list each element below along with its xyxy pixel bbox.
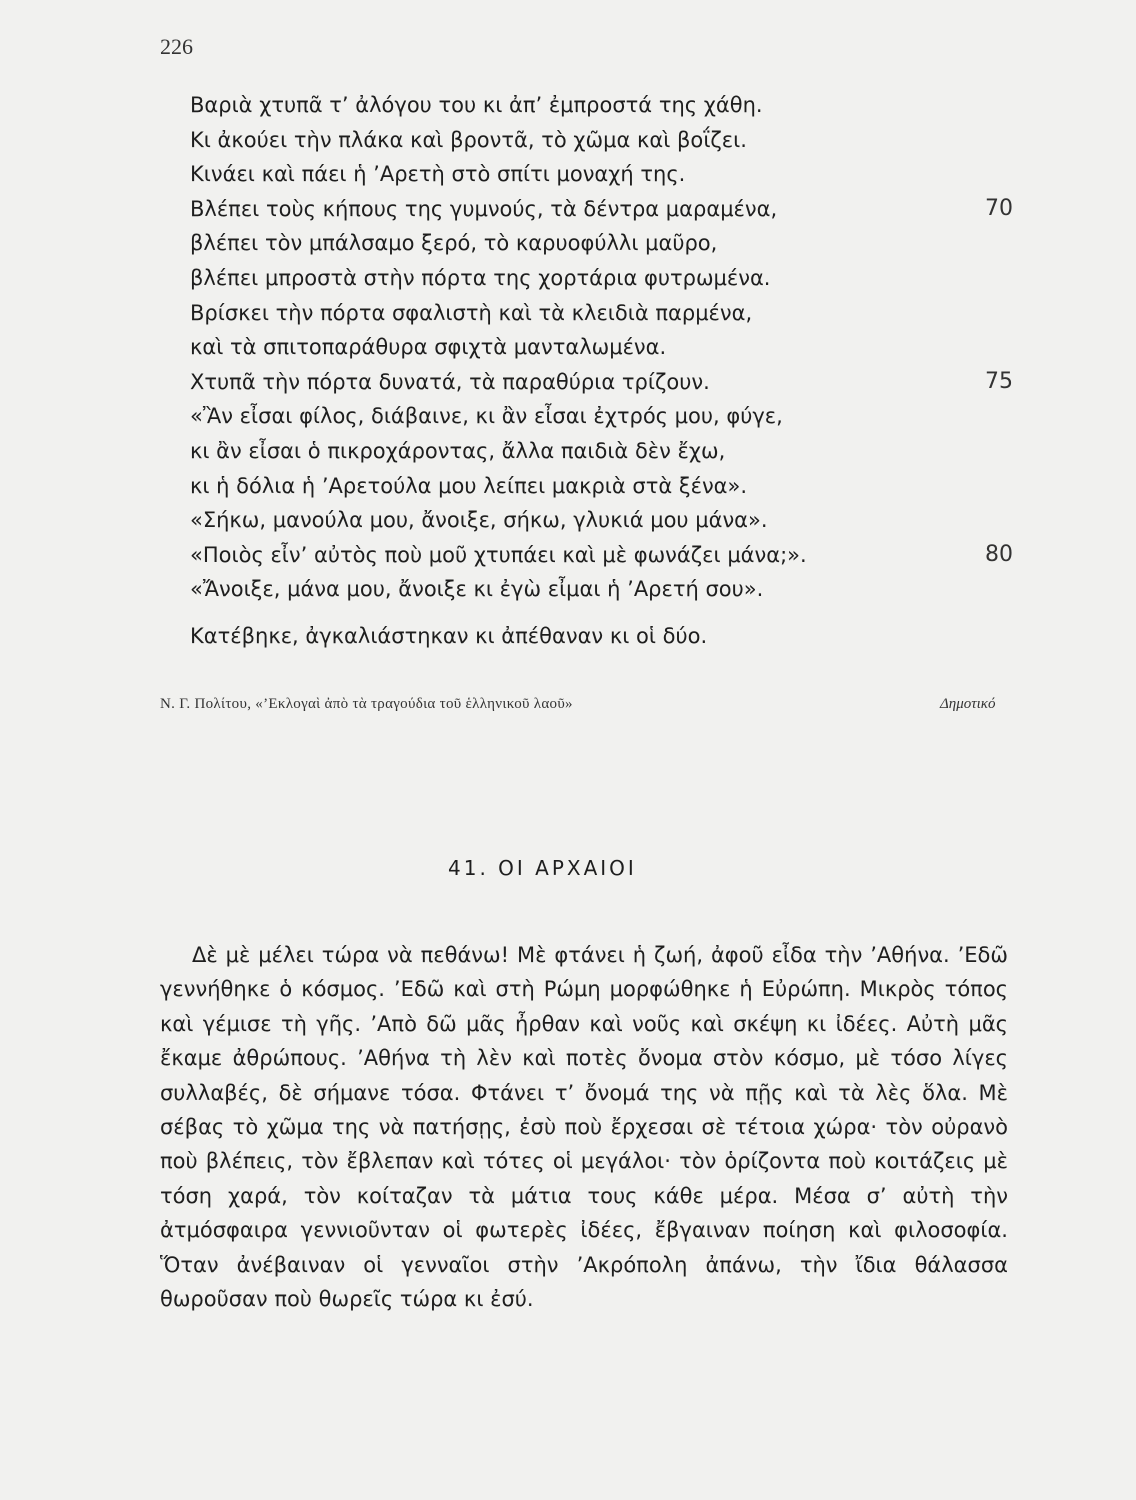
section-heading: 41. ΟΙ ΑΡΧΑΙΟΙ xyxy=(448,856,637,880)
verse-line xyxy=(0,538,1136,573)
verse-line xyxy=(0,330,1136,365)
verse-text: «Σήκω, μανούλα μου, ἄνοιξε, σήκω, γλυκιά μου μάνα». xyxy=(190,508,768,533)
verse-text: Βρίσκει τὴν πόρτα σφαλιστὴ καὶ τὰ κλειδιὰ παρμένα, xyxy=(190,300,753,325)
verse-line xyxy=(0,123,1136,158)
verse-text: κι ἂν εἶσαι ὁ πικροχάροντας, ἄλλα παιδιὰ δὲν ἔχω, xyxy=(190,438,726,463)
verse-text: Βαριὰ χτυπᾶ τ’ ἀλόγου του κι ἀπ’ ἐμπροστά της χάθη. xyxy=(190,93,763,117)
verse-line xyxy=(0,192,1136,227)
verse-text: κι ἡ δόλια ἡ ’Αρετούλα μου λείπει μακριὰ στὰ ξένα». xyxy=(190,473,748,498)
prose-paragraph: Δὲ μὲ μέλει τώρα νὰ πεθάνω! Μὲ φτάνει ἡ ζωή, ἀφοῦ εἶδα τὴν ’Αθήνα. ’Εδῶ γεννήθηκε ὁ κόσμος. ’Εδῶ καὶ στὴ Ρώμη μορφώθηκε ἡ Εὐρώπη. Μικρὸς τόπος καὶ γέμισε τὴ γῆς. ’Απὸ δῶ μᾶς ἦρθαν καὶ νοῦς καὶ σκέψη κι ἰδέες. Αὐτὴ μᾶς ἔκαμε ἀθρώπους. ’Αθήνα τὴ λὲν καὶ ποτὲς ὄνομα στὸν κόσμο, μὲ τόσο λίγες συλλαβές, δὲ σήμανε τόσα. Φτάνει τ’ ὄνομά της νὰ πῇς καὶ τὰ λὲς ὅλα. Μὲ σέβας τὸ χῶμα της νὰ πατήσῃς, ἐσὺ ποὺ ἔρχεσαι σὲ τέτοια χώρα· τὸν οὐρανὸ ποὺ βλέπεις, τὸν ἔβλεπαν καὶ τότες οἱ μεγάλοι· τὸν ὁρίζοντα ποὺ κοιτάζεις μὲ τόση χαρά, τὸν κοίταζαν τὰ μάτια τους κάθε μέρα. Μέσα σ’ αὐτὴ τὴν ἀτμόσφαιρα γεννιοῦνταν οἱ φωτερὲς ἰδέες, ἔβγαιναν ποίηση καὶ φιλοσοφία. Ὅταν ἀνέβαιναν οἱ γενναῖοι στὴν ’Ακρόπολη ἀπάνω, τὴν ἴδια θάλασσα θωροῦσαν ποὺ θωρεῖς τώρα κι ἐσύ. xyxy=(160,943,1008,1312)
verse-text: Κατέβηκε, ἀγκαλιάστηκαν κι ἀπέθαναν κι οἱ δύο. xyxy=(190,623,708,648)
verse-line xyxy=(0,434,1136,469)
verse-line xyxy=(0,296,1136,331)
verse-line xyxy=(0,157,1136,192)
source-citation: Ν. Γ. Πολίτου, «’Εκλογαὶ ἀπὸ τὰ τραγούδια τοῦ ἑλληνικοῦ λαοῦ» xyxy=(160,696,573,712)
line-number: 75 xyxy=(985,368,1013,394)
verse-line xyxy=(0,503,1136,538)
line-number: 70 xyxy=(985,195,1013,221)
verse-text: καὶ τὰ σπιτοπαράθυρα σφιχτὰ μανταλωμένα. xyxy=(190,335,667,360)
poem xyxy=(0,88,1136,654)
verse-line xyxy=(0,469,1136,504)
verse-text: Βλέπει τοὺς κήπους της γυμνούς, τὰ δέντρα μαραμένα, xyxy=(190,196,778,221)
verse-line xyxy=(0,226,1136,261)
verse-text: «Ἄνοιξε, μάνα μου, ἄνοιξε κι ἐγὼ εἶμαι ἡ ’Αρετή σου». xyxy=(190,577,764,602)
verse-text: «Ἂν εἶσαι φίλος, διάβαινε, κι ἂν εἶσαι ἐχτρός μου, φύγε, xyxy=(190,404,783,429)
verse-text: Χτυπᾶ τὴν πόρτα δυνατά, τὰ παραθύρια τρίζουν. xyxy=(190,369,710,394)
verse-line xyxy=(0,399,1136,434)
page-number: 226 xyxy=(160,34,193,59)
verse-text: βλέπει μπροστὰ στὴν πόρτα της χορτάρια φυτρωμένα. xyxy=(190,265,771,290)
verse-text: Κι ἀκούει τὴν πλάκα καὶ βροντᾶ, τὸ χῶμα καὶ βοΐζει. xyxy=(190,127,747,152)
verse-line xyxy=(0,365,1136,400)
verse-text: Κινάει καὶ πάει ἡ ’Αρετὴ στὸ σπίτι μοναχή της. xyxy=(190,162,686,187)
source-citation-row xyxy=(0,696,1136,720)
verse-line xyxy=(0,88,1136,123)
source-genre: Δημοτικό xyxy=(940,696,996,712)
verse-line xyxy=(0,619,1136,654)
verse-text: βλέπει τὸν μπάλσαμο ξερό, τὸ καρυοφύλλι μαῦρο, xyxy=(190,231,718,256)
verse-text: «Ποιὸς εἶν’ αὐτὸς ποὺ μοῦ χτυπάει καὶ μὲ φωνάζει μάνα;». xyxy=(190,542,807,567)
line-number: 80 xyxy=(985,541,1013,567)
verse-line xyxy=(0,572,1136,607)
verse-line xyxy=(0,261,1136,296)
